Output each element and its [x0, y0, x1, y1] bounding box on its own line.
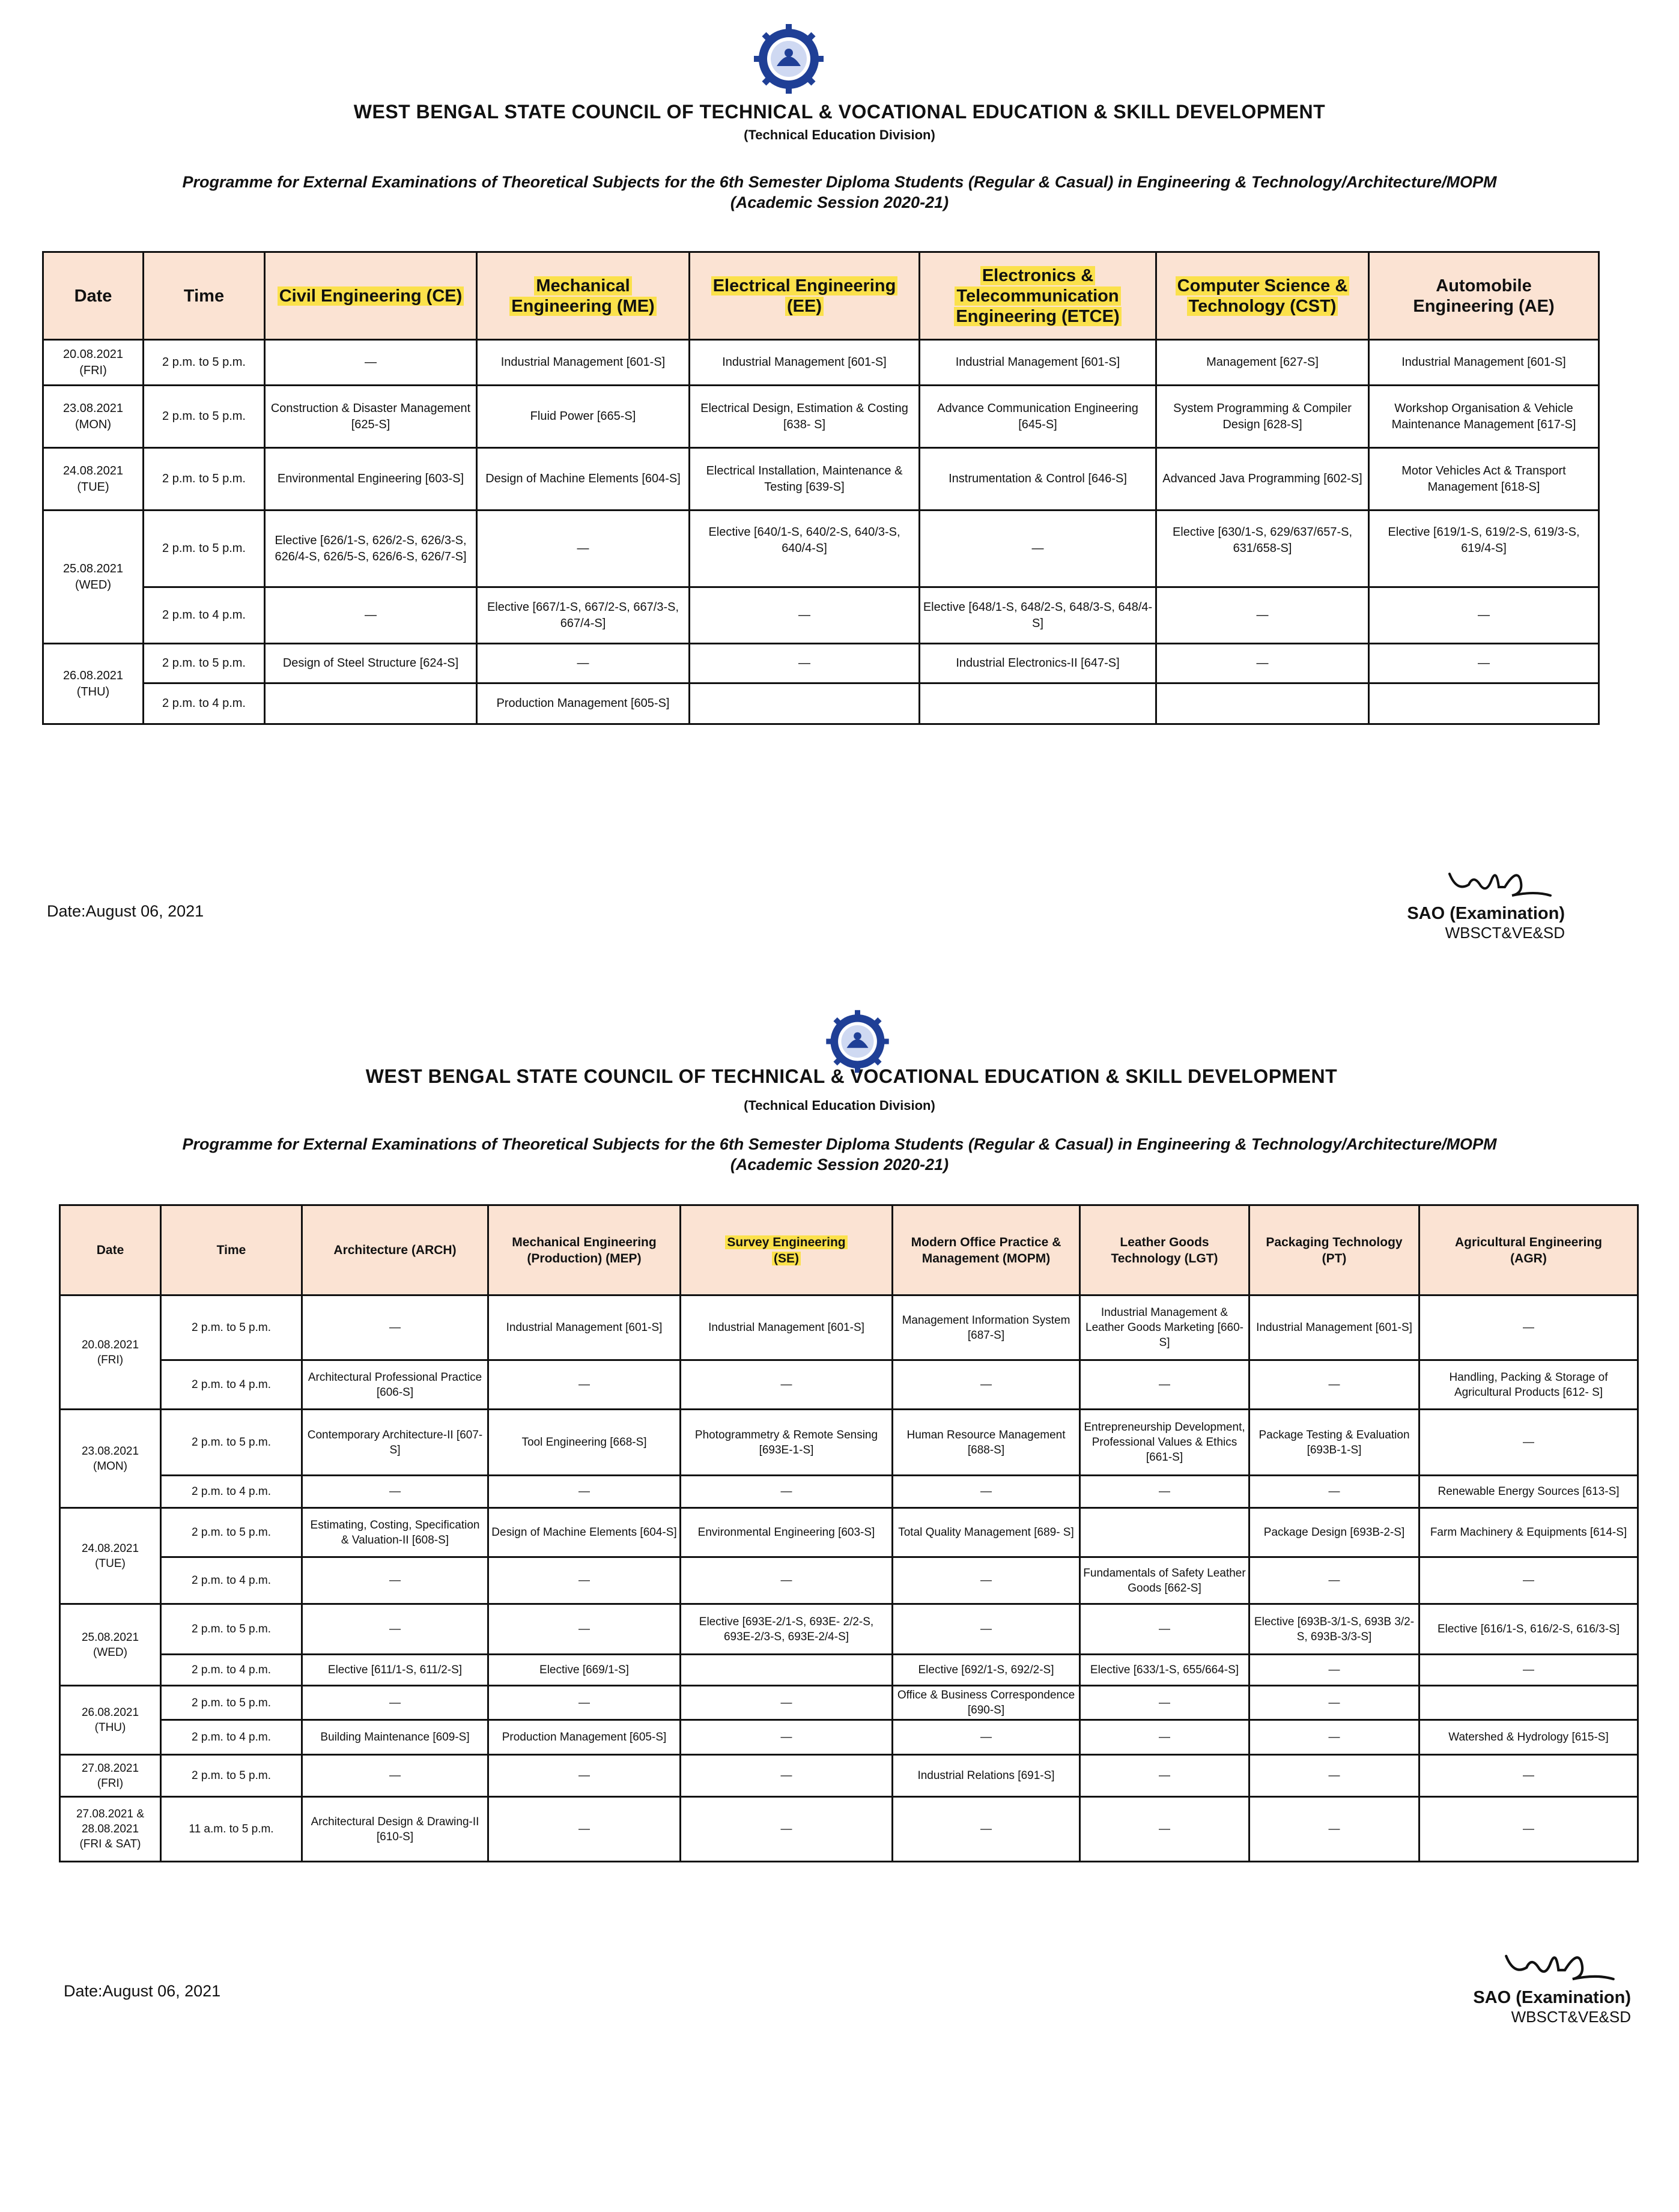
highlight-ce: Civil Engineering (CE) [278, 286, 464, 306]
col-header-ee [690, 252, 920, 340]
lgt-cell: — [1080, 1720, 1249, 1755]
table-row [60, 1797, 1638, 1862]
lgt-cell: Industrial Management & Leather Goods Marketing [660- S] [1080, 1295, 1249, 1360]
ce-cell [265, 683, 477, 724]
date-cell [43, 448, 144, 511]
signature-block [1325, 856, 1565, 942]
table-row [43, 511, 1599, 587]
signature-block [1391, 1937, 1631, 2026]
time-cell: 2 p.m. to 5 p.m. [161, 1295, 302, 1360]
date-cell [43, 511, 144, 644]
time-cell: 2 p.m. to 5 p.m. [161, 1755, 302, 1797]
se-cell [681, 1655, 893, 1686]
se-cell: — [681, 1476, 893, 1508]
table-row [43, 386, 1599, 448]
col-header-cst [1156, 252, 1369, 340]
arch-cell: Architectural Design & Drawing-II [610-S] [302, 1797, 488, 1862]
mopm-cell: Elective [692/1-S, 692/2-S] [893, 1655, 1080, 1686]
council-logo-icon [750, 23, 828, 95]
mopm-cell: — [893, 1797, 1080, 1862]
lgt-cell: — [1080, 1476, 1249, 1508]
ce-cell: Elective [626/1-S, 626/2-S, 626/3-S, 626/4-S, 626/5-S, 626/6-S, 626/7-S] [265, 511, 477, 587]
se-cell: Industrial Management [601-S] [681, 1295, 893, 1360]
col-header-etce [920, 252, 1156, 340]
me-cell: Design of Machine Elements [604-S] [477, 448, 690, 511]
mopm-header-2: Management (MOPM) [921, 1251, 1051, 1265]
highlight-ee-1: Electrical Engineering [711, 276, 898, 295]
lgt-cell: Fundamentals of Safety Leather Goods [662-S] [1080, 1557, 1249, 1604]
exam-schedule-table [59, 1204, 1639, 1862]
day-text: (FRI) [79, 363, 107, 377]
pt-cell: — [1249, 1557, 1419, 1604]
cst-cell: — [1156, 644, 1369, 683]
agr-cell: Elective [616/1-S, 616/2-S, 616/3-S] [1419, 1604, 1638, 1655]
ae-cell: — [1369, 587, 1599, 644]
pt-cell: Package Design [693B-2-S] [1249, 1508, 1419, 1557]
se-cell: — [681, 1797, 893, 1862]
se-cell: — [681, 1755, 893, 1797]
pt-cell: — [1249, 1476, 1419, 1508]
table-row [60, 1295, 1638, 1360]
arch-cell: — [302, 1295, 488, 1360]
etce-cell: Elective [648/1-S, 648/2-S, 648/3-S, 648/4-S] [920, 587, 1156, 644]
day-text: (MON) [75, 417, 111, 431]
time-cell: 2 p.m. to 5 p.m. [161, 1604, 302, 1655]
time-cell: 2 p.m. to 4 p.m. [161, 1360, 302, 1410]
signatory-title: SAO (Examination) [1473, 1988, 1631, 2007]
programme-session: (Academic Session 2020-21) [730, 193, 949, 211]
date-cell [60, 1410, 161, 1508]
mep-cell: — [488, 1797, 681, 1862]
issue-date: Date:August 06, 2021 [47, 902, 204, 920]
exam-schedule-table [42, 251, 1600, 725]
division-subtitle: (Technical Education Division) [744, 1098, 935, 1113]
schedule-sheet-2 [0, 961, 1679, 2212]
ee-cell: Electrical Installation, Maintenance & Testing [639-S] [690, 448, 920, 511]
date-cell [60, 1797, 161, 1862]
ae-cell [1369, 683, 1599, 724]
date-text: 24.08.2021 [62, 464, 124, 477]
date-cell [60, 1295, 161, 1410]
day-text: (THU) [94, 1721, 126, 1734]
ae-header-2: Engineering (AE) [1413, 296, 1555, 316]
se-cell: Elective [693E-2/1-S, 693E- 2/2-S, 693E-2/3-S, 693E-2/4-S] [681, 1604, 893, 1655]
col-header-date: Date [60, 1205, 161, 1295]
day-text: (WED) [93, 1646, 127, 1659]
date-text: 20.08.2021 [62, 347, 124, 361]
date-cell [60, 1508, 161, 1604]
agr-cell: — [1419, 1295, 1638, 1360]
agr-cell: Watershed & Hydrology [615-S] [1419, 1720, 1638, 1755]
programme-line-1: Programme for External Examinations of Theoretical Subjects for the 6th Semester Diploma Students (Regular & Casual) in Engineering & Technology/Architecture/MOPM [182, 1135, 1497, 1153]
mopm-cell: — [893, 1476, 1080, 1508]
ce-cell: — [265, 340, 477, 386]
me-cell: Fluid Power [665-S] [477, 386, 690, 448]
issue-date: Date:August 06, 2021 [64, 1982, 221, 2000]
pt-cell: — [1249, 1720, 1419, 1755]
mopm-cell: Human Resource Management [688-S] [893, 1410, 1080, 1476]
mep-cell: — [488, 1557, 681, 1604]
date-text: 26.08.2021 [62, 668, 124, 682]
programme-line-1: Programme for External Examinations of Theoretical Subjects for the 6th Semester Diploma Students (Regular & Casual) in Engineering & Technology/Architecture/MOPM [182, 173, 1497, 191]
date-cell [43, 644, 144, 724]
ee-cell: Industrial Management [601-S] [690, 340, 920, 386]
day-text: (THU) [76, 685, 110, 698]
lgt-cell [1080, 1508, 1249, 1557]
ae-cell: Motor Vehicles Act & Transport Management [618-S] [1369, 448, 1599, 511]
agr-header-2: (AGR) [1510, 1251, 1547, 1265]
se-cell: — [681, 1557, 893, 1604]
table-row [60, 1604, 1638, 1655]
mep-cell: — [488, 1686, 681, 1720]
mopm-cell: Office & Business Correspondence [690-S] [893, 1686, 1080, 1720]
lgt-cell: — [1080, 1797, 1249, 1862]
cst-cell [1156, 683, 1369, 724]
col-header-lgt [1080, 1205, 1249, 1295]
day-text: (WED) [75, 578, 111, 592]
me-cell: — [477, 511, 690, 587]
time-cell: 2 p.m. to 5 p.m. [161, 1508, 302, 1557]
lgt-cell: — [1080, 1604, 1249, 1655]
time-cell: 2 p.m. to 4 p.m. [161, 1476, 302, 1508]
handwritten-signature-icon [1445, 856, 1565, 904]
council-title: WEST BENGAL STATE COUNCIL OF TECHNICAL & VOCATIONAL EDUCATION & SKILL DEVELOPMENT [365, 1065, 1338, 1087]
programme-title [0, 1134, 1679, 1175]
day-text: (MON) [93, 1459, 127, 1473]
ee-cell [690, 683, 920, 724]
me-cell: Production Management [605-S] [477, 683, 690, 724]
col-header-time: Time [161, 1205, 302, 1295]
ae-cell: Elective [619/1-S, 619/2-S, 619/3-S, 619/4-S] [1369, 511, 1599, 587]
agr-cell: — [1419, 1410, 1638, 1476]
arch-cell: — [302, 1686, 488, 1720]
time-cell: 2 p.m. to 5 p.m. [161, 1410, 302, 1476]
me-cell: Elective [667/1-S, 667/2-S, 667/3-S, 667/4-S] [477, 587, 690, 644]
pt-cell: — [1249, 1360, 1419, 1410]
time-cell: 11 a.m. to 5 p.m. [161, 1797, 302, 1862]
date-text: 27.08.2021 & [76, 1808, 145, 1820]
pt-cell: — [1249, 1655, 1419, 1686]
col-header-date: Date [43, 252, 144, 340]
col-header-time: Time [144, 252, 265, 340]
arch-cell: — [302, 1755, 488, 1797]
ee-cell: — [690, 587, 920, 644]
ae-cell: — [1369, 644, 1599, 683]
highlight-me-2: Engineering (ME) [509, 297, 656, 316]
time-cell: 2 p.m. to 4 p.m. [161, 1720, 302, 1755]
time-cell: 2 p.m. to 4 p.m. [144, 587, 265, 644]
council-title: WEST BENGAL STATE COUNCIL OF TECHNICAL & VOCATIONAL EDUCATION & SKILL DEVELOPMENT [353, 101, 1326, 123]
highlight-ee-2: (EE) [785, 297, 824, 316]
date-text: 25.08.2021 [81, 1631, 139, 1644]
table-row [60, 1686, 1638, 1720]
day-text: (FRI) [97, 1777, 124, 1790]
pt-cell: — [1249, 1797, 1419, 1862]
date-cell [43, 386, 144, 448]
date-cell [60, 1755, 161, 1797]
agr-cell: Renewable Energy Sources [613-S] [1419, 1476, 1638, 1508]
time-cell: 2 p.m. to 5 p.m. [144, 340, 265, 386]
date-text: 25.08.2021 [62, 562, 124, 575]
table-row [60, 1755, 1638, 1797]
arch-cell: Architectural Professional Practice [606-S] [302, 1360, 488, 1410]
time-cell: 2 p.m. to 5 p.m. [161, 1686, 302, 1720]
agr-cell: Farm Machinery & Equipments [614-S] [1419, 1508, 1638, 1557]
pt-cell: Elective [693B-3/1-S, 693B 3/2-S, 693B-3/3-S] [1249, 1604, 1419, 1655]
lgt-cell: — [1080, 1755, 1249, 1797]
table-row [60, 1360, 1638, 1410]
mep-cell: Production Management [605-S] [488, 1720, 681, 1755]
cst-cell: Management [627-S] [1156, 340, 1369, 386]
agr-cell: — [1419, 1655, 1638, 1686]
mep-cell: Tool Engineering [668-S] [488, 1410, 681, 1476]
lgt-cell: — [1080, 1686, 1249, 1720]
se-cell: Environmental Engineering [603-S] [681, 1508, 893, 1557]
ee-cell: Electrical Design, Estimation & Costing [638- S] [690, 386, 920, 448]
date-text: 27.08.2021 [81, 1762, 139, 1775]
mep-header-2: (Production) (MEP) [527, 1251, 642, 1265]
mep-cell: — [488, 1604, 681, 1655]
time-cell: 2 p.m. to 5 p.m. [144, 386, 265, 448]
col-header-mopm [893, 1205, 1080, 1295]
table-row [43, 587, 1599, 644]
date-text: 20.08.2021 [81, 1338, 139, 1351]
table-row [60, 1720, 1638, 1755]
highlight-etce-1: Electronics & [980, 266, 1095, 285]
programme-session: (Academic Session 2020-21) [730, 1156, 949, 1174]
col-header-se [681, 1205, 893, 1295]
table-row [60, 1410, 1638, 1476]
etce-cell: Industrial Management [601-S] [920, 340, 1156, 386]
col-header-me [477, 252, 690, 340]
arch-cell: Contemporary Architecture-II [607-S] [302, 1410, 488, 1476]
mep-cell: — [488, 1755, 681, 1797]
header-row [43, 252, 1599, 340]
council-logo-icon [823, 1009, 892, 1074]
se-cell: — [681, 1720, 893, 1755]
mep-cell: Elective [669/1-S] [488, 1655, 681, 1686]
etce-cell: Instrumentation & Control [646-S] [920, 448, 1156, 511]
mopm-cell: — [893, 1360, 1080, 1410]
schedule-sheet-1 [0, 0, 1679, 961]
date-cell [43, 340, 144, 386]
pt-cell: — [1249, 1686, 1419, 1720]
table-row [60, 1557, 1638, 1604]
agr-cell [1419, 1686, 1638, 1720]
etce-cell [920, 683, 1156, 724]
ee-cell: Elective [640/1-S, 640/2-S, 640/3-S, 640/4-S] [690, 511, 920, 587]
mopm-cell: Total Quality Management [689- S] [893, 1508, 1080, 1557]
ce-cell: Construction & Disaster Management [625-S] [265, 386, 477, 448]
highlight-se-1: Survey Engineering [725, 1235, 847, 1249]
signatory-org: WBSCT&VE&SD [1445, 924, 1565, 942]
time-cell: 2 p.m. to 4 p.m. [144, 683, 265, 724]
lgt-header-2: Technology (LGT) [1111, 1251, 1218, 1265]
se-cell: Photogrammetry & Remote Sensing [693E-1-S] [681, 1410, 893, 1476]
table-row [43, 448, 1599, 511]
day-text: (TUE) [95, 1557, 126, 1570]
table-row [43, 340, 1599, 386]
ae-cell: Workshop Organisation & Vehicle Maintenance Management [617-S] [1369, 386, 1599, 448]
pt-cell: — [1249, 1755, 1419, 1797]
etce-cell: Advance Communication Engineering [645-S] [920, 386, 1156, 448]
ee-cell: — [690, 644, 920, 683]
date-text: 24.08.2021 [81, 1542, 139, 1555]
mep-cell: — [488, 1360, 681, 1410]
lgt-cell: — [1080, 1360, 1249, 1410]
date-cell [60, 1604, 161, 1686]
mep-header-1: Mechanical Engineering [512, 1235, 657, 1249]
mep-cell: Industrial Management [601-S] [488, 1295, 681, 1360]
signatory-org: WBSCT&VE&SD [1511, 2008, 1631, 2026]
mopm-header-1: Modern Office Practice & [911, 1235, 1061, 1249]
cst-cell: System Programming & Compiler Design [628-S] [1156, 386, 1369, 448]
col-header-mep [488, 1205, 681, 1295]
pt-header-2: (PT) [1322, 1251, 1347, 1265]
col-header-ae [1369, 252, 1599, 340]
mep-cell: — [488, 1476, 681, 1508]
arch-cell: — [302, 1604, 488, 1655]
mep-cell: Design of Machine Elements [604-S] [488, 1508, 681, 1557]
col-header-ce [265, 252, 477, 340]
highlight-cst-2: Technology (CST) [1187, 297, 1338, 316]
date-text: 23.08.2021 [81, 1444, 139, 1458]
signatory-title: SAO (Examination) [1407, 904, 1565, 923]
highlight-se-2: (SE) [772, 1252, 801, 1265]
table-row [43, 644, 1599, 683]
mopm-cell: — [893, 1604, 1080, 1655]
mopm-cell: Management Information System [687-S] [893, 1295, 1080, 1360]
cst-cell: — [1156, 587, 1369, 644]
time-cell: 2 p.m. to 4 p.m. [161, 1655, 302, 1686]
col-header-arch: Architecture (ARCH) [302, 1205, 488, 1295]
agr-cell: — [1419, 1755, 1638, 1797]
time-cell: 2 p.m. to 5 p.m. [144, 448, 265, 511]
ce-cell: Environmental Engineering [603-S] [265, 448, 477, 511]
agr-cell: — [1419, 1797, 1638, 1862]
time-cell: 2 p.m. to 5 p.m. [144, 511, 265, 587]
table-row [43, 683, 1599, 724]
cst-cell: Advanced Java Programming [602-S] [1156, 448, 1369, 511]
highlight-etce-2: Telecommunication [955, 286, 1120, 306]
table-row [60, 1476, 1638, 1508]
me-cell: — [477, 644, 690, 683]
arch-cell: Elective [611/1-S, 611/2-S] [302, 1655, 488, 1686]
agr-header-1: Agricultural Engineering [1454, 1235, 1603, 1249]
table-row [60, 1508, 1638, 1557]
handwritten-signature-icon [1499, 1937, 1631, 1988]
pt-cell: Industrial Management [601-S] [1249, 1295, 1419, 1360]
se-cell: — [681, 1360, 893, 1410]
pt-header-1: Packaging Technology [1266, 1235, 1403, 1249]
date-cell [60, 1686, 161, 1755]
date-text: 28.08.2021 [81, 1823, 139, 1835]
division-subtitle: (Technical Education Division) [744, 127, 935, 142]
arch-cell: — [302, 1476, 488, 1508]
header-row [60, 1205, 1638, 1295]
se-cell: — [681, 1686, 893, 1720]
lgt-cell: Entrepreneurship Development, Professional Values & Ethics [661-S] [1080, 1410, 1249, 1476]
programme-title [0, 172, 1679, 213]
ae-header-1: Automobile [1436, 276, 1532, 295]
arch-cell: Building Maintenance [609-S] [302, 1720, 488, 1755]
highlight-me-1: Mechanical [534, 276, 631, 295]
etce-cell: Industrial Electronics-II [647-S] [920, 644, 1156, 683]
mopm-cell: — [893, 1557, 1080, 1604]
lgt-header-1: Leather Goods [1120, 1235, 1209, 1249]
mopm-cell: Industrial Relations [691-S] [893, 1755, 1080, 1797]
agr-cell: — [1419, 1557, 1638, 1604]
day-text: (TUE) [77, 480, 109, 494]
col-header-agr [1419, 1205, 1638, 1295]
arch-cell: Estimating, Costing, Specification & Valuation-II [608-S] [302, 1508, 488, 1557]
highlight-etce-3: Engineering (ETCE) [954, 307, 1121, 326]
table-row [60, 1655, 1638, 1686]
lgt-cell: Elective [633/1-S, 655/664-S] [1080, 1655, 1249, 1686]
cst-cell: Elective [630/1-S, 629/637/657-S, 631/658-S] [1156, 511, 1369, 587]
agr-cell: Handling, Packing & Storage of Agricultural Products [612- S] [1419, 1360, 1638, 1410]
time-cell: 2 p.m. to 4 p.m. [161, 1557, 302, 1604]
mopm-cell: — [893, 1720, 1080, 1755]
ae-cell: Industrial Management [601-S] [1369, 340, 1599, 386]
ce-cell: — [265, 587, 477, 644]
etce-cell: — [920, 511, 1156, 587]
time-cell: 2 p.m. to 5 p.m. [144, 644, 265, 683]
highlight-cst-1: Computer Science & [1176, 276, 1350, 295]
me-cell: Industrial Management [601-S] [477, 340, 690, 386]
col-header-pt [1249, 1205, 1419, 1295]
date-text: 23.08.2021 [62, 401, 124, 415]
date-text: 26.08.2021 [81, 1706, 139, 1719]
pt-cell: Package Testing & Evaluation [693B-1-S] [1249, 1410, 1419, 1476]
arch-cell: — [302, 1557, 488, 1604]
day-text: (FRI) [97, 1353, 124, 1366]
ce-cell: Design of Steel Structure [624-S] [265, 644, 477, 683]
day-text: (FRI & SAT) [79, 1838, 141, 1850]
